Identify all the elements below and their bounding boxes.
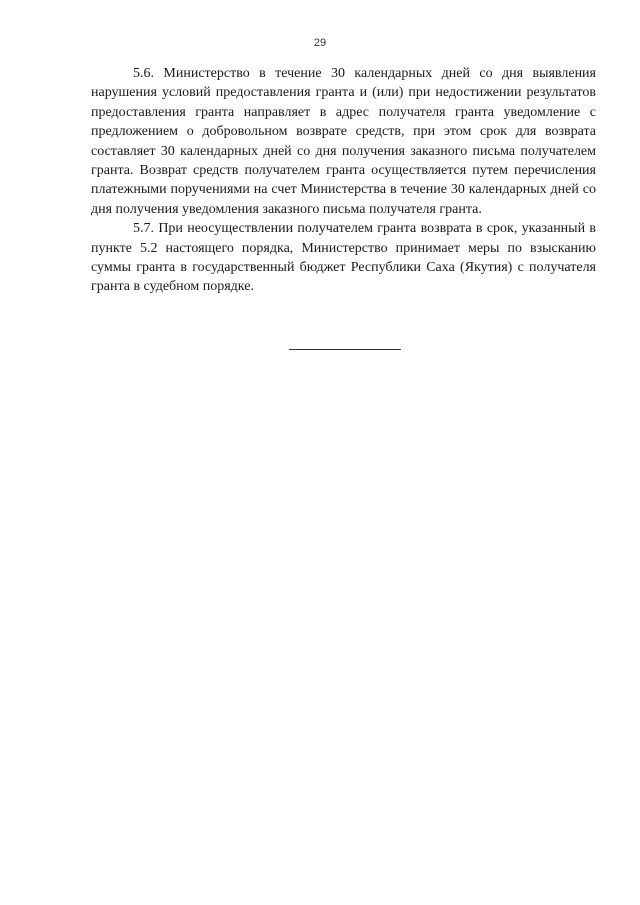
paragraph-5-6: 5.6. Министерство в течение 30 календарных дней со дня выявления нарушения условий предоставления гранта и (или) при недостижении результатов предоставления гранта направляет в адрес получателя гранта уведомление с предложением о добровольном возврате средств, при этом срок для возврата составляет 30 календарных дней со дня получения заказного письма получателем гранта. Возврат средств получателем гранта осуществляется путем перечисления платежными поручениями на счет Министерства в течение 30 календарных дней со дня получения уведомления заказного письма получателя гранта. [91, 66, 596, 217]
paragraph-5-7: 5.7. При неосуществлении получателем гранта возврата в срок, указанный в пункте 5.2 настоящего порядка, Министерство принимает меры по взысканию суммы гранта в государственный бюджет Республики Саха (Якутия) с получателя гранта в судебном порядке. [91, 221, 596, 295]
end-of-document-line [289, 349, 401, 350]
page-number: 29 [313, 37, 327, 49]
document-body [91, 64, 596, 297]
